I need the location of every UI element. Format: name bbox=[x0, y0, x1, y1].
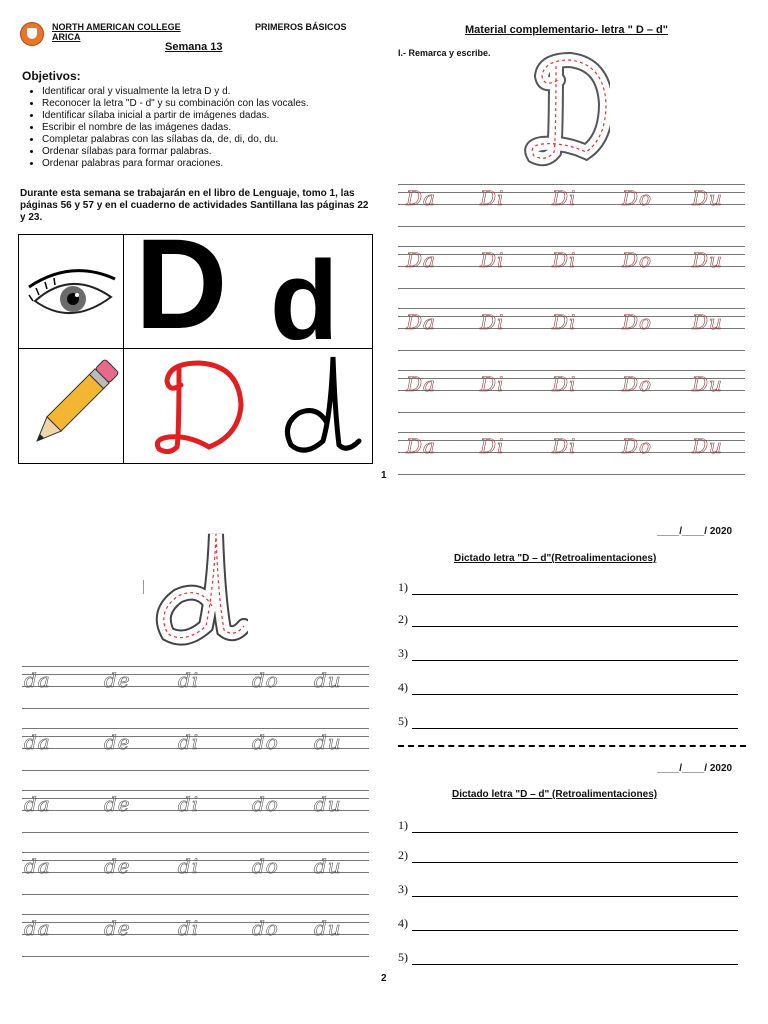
traced-syllable: de bbox=[104, 792, 131, 816]
practice-row[interactable] bbox=[22, 852, 369, 896]
traced-syllable: Di bbox=[480, 186, 505, 210]
dictation-line[interactable]: 3) bbox=[398, 646, 738, 661]
practice-row[interactable] bbox=[398, 184, 745, 228]
traced-syllable: Du bbox=[692, 248, 723, 272]
traced-syllable: Di bbox=[480, 248, 505, 272]
traced-syllable: de bbox=[104, 668, 131, 692]
traced-syllable: Du bbox=[692, 310, 723, 334]
traced-syllable: Di bbox=[552, 186, 577, 210]
eye-icon bbox=[25, 257, 117, 327]
traced-syllable: do bbox=[252, 668, 279, 692]
practice-row[interactable] bbox=[398, 246, 745, 290]
traced-D-guide bbox=[520, 48, 610, 172]
objective-item: • Ordenar palabras para formar oraciones. bbox=[42, 158, 387, 170]
practice-row[interactable] bbox=[22, 790, 369, 834]
page-number: 2 bbox=[381, 973, 387, 984]
objective-item: • Reconocer la letra "D - d" y su combinación con las vocales. bbox=[42, 98, 387, 110]
practice-row[interactable] bbox=[22, 728, 369, 772]
school-name-line2: ARICA bbox=[52, 32, 81, 42]
traced-syllable: do bbox=[252, 854, 279, 878]
traced-syllable: Di bbox=[480, 372, 505, 396]
traced-syllable: Do bbox=[622, 434, 653, 458]
traced-syllable: de bbox=[104, 730, 131, 754]
traced-syllable: da bbox=[24, 668, 51, 692]
practice-row[interactable] bbox=[398, 308, 745, 352]
traced-syllable: Du bbox=[692, 434, 723, 458]
print-D-upper: D bbox=[135, 213, 228, 356]
school-name bbox=[52, 22, 181, 42]
traced-syllable: Da bbox=[406, 434, 436, 458]
school-logo bbox=[20, 22, 44, 46]
objective-item: • Completar palabras con las sílabas da, de, di, do, du. bbox=[42, 134, 387, 146]
school-name-line1: NORTH AMERICAN COLLEGE bbox=[52, 22, 181, 32]
traced-syllable: di bbox=[178, 854, 200, 878]
grade-label: PRIMEROS BÁSICOS bbox=[255, 22, 347, 32]
traced-syllable: di bbox=[178, 668, 200, 692]
practice-row[interactable] bbox=[398, 432, 745, 476]
traced-syllable: da bbox=[24, 730, 51, 754]
material-title: Material complementario- letra " D – d" bbox=[465, 24, 668, 36]
traced-syllable: da bbox=[24, 854, 51, 878]
traced-syllable: de bbox=[104, 854, 131, 878]
traced-d-guide bbox=[140, 526, 248, 652]
objective-item: • Identificar oral y visualmente la letra D y d. bbox=[42, 86, 387, 98]
dictation-title: Dictado letra "D – d"(Retroalimentaciones) bbox=[454, 553, 657, 564]
page-number: 1 bbox=[381, 470, 387, 481]
dictation-title: Dictado letra "D – d" (Retroalimentaciones) bbox=[452, 789, 658, 800]
traced-syllable: Do bbox=[622, 248, 653, 272]
objectives-title: Objetivos: bbox=[22, 69, 81, 83]
objective-item: • Escribir el nombre de las imágenes dadas. bbox=[42, 122, 387, 134]
traced-syllable: Da bbox=[406, 248, 436, 272]
dictation-line[interactable]: 2) bbox=[398, 848, 738, 863]
traced-syllable: Do bbox=[622, 310, 653, 334]
traced-syllable: Di bbox=[552, 434, 577, 458]
traced-syllable: da bbox=[24, 792, 51, 816]
traced-syllable: du bbox=[314, 854, 342, 878]
objectives-list bbox=[22, 86, 387, 170]
traced-syllable: Di bbox=[480, 310, 505, 334]
week-title: Semana 13 bbox=[165, 41, 223, 53]
traced-syllable: Di bbox=[552, 372, 577, 396]
traced-syllable: Di bbox=[480, 434, 505, 458]
traced-syllable: du bbox=[314, 668, 342, 692]
traced-syllable: du bbox=[314, 792, 342, 816]
traced-syllable: da bbox=[24, 916, 51, 940]
date-field[interactable]: ____/____/ 2020 bbox=[657, 763, 733, 774]
objective-item: • Identificar sílaba inicial a partir de imágenes dadas. bbox=[42, 110, 387, 122]
dictation-line[interactable]: 1) bbox=[398, 580, 738, 595]
dictation-line[interactable]: 3) bbox=[398, 882, 738, 897]
traced-syllable: Du bbox=[692, 372, 723, 396]
intro-text: Durante esta semana se trabajarán en el libro de Lenguaje, tomo 1, las páginas 56 y 57 y en el cuaderno de actividades Santillana las páginas 22 y 23. bbox=[20, 188, 369, 223]
traced-syllable: Di bbox=[552, 310, 577, 334]
traced-syllable: do bbox=[252, 730, 279, 754]
traced-syllable: do bbox=[252, 916, 279, 940]
traced-syllable: Do bbox=[622, 372, 653, 396]
practice-row[interactable] bbox=[22, 914, 369, 958]
traced-syllable: Du bbox=[692, 186, 723, 210]
date-field[interactable]: ____/____/ 2020 bbox=[657, 526, 733, 537]
traced-syllable: du bbox=[314, 730, 342, 754]
objective-item: • Ordenar sílabas para formar palabras. bbox=[42, 146, 387, 158]
traced-syllable: Da bbox=[406, 310, 436, 334]
cut-line-divider bbox=[398, 745, 746, 747]
dictation-line[interactable]: 1) bbox=[398, 818, 738, 833]
dictation-line[interactable]: 5) bbox=[398, 714, 738, 729]
traced-syllable: Da bbox=[406, 186, 436, 210]
practice-row[interactable] bbox=[398, 370, 745, 414]
traced-syllable: di bbox=[178, 916, 200, 940]
traced-syllable: do bbox=[252, 792, 279, 816]
cursive-D-red bbox=[149, 355, 249, 459]
practice-row[interactable] bbox=[22, 666, 369, 710]
cursive-d-black bbox=[269, 353, 365, 461]
dictation-line[interactable]: 4) bbox=[398, 680, 738, 695]
traced-syllable: Di bbox=[552, 248, 577, 272]
dictation-line[interactable]: 5) bbox=[398, 950, 738, 965]
traced-syllable: Da bbox=[406, 372, 436, 396]
instruction-text: I.- Remarca y escribe. bbox=[398, 48, 491, 58]
traced-syllable: di bbox=[178, 792, 200, 816]
traced-syllable: di bbox=[178, 730, 200, 754]
traced-syllable: Do bbox=[622, 186, 653, 210]
traced-syllable: de bbox=[104, 916, 131, 940]
pencil-icon bbox=[23, 353, 119, 461]
dictation-line[interactable]: 4) bbox=[398, 916, 738, 931]
dictation-line[interactable]: 2) bbox=[398, 612, 738, 627]
traced-syllable: du bbox=[314, 916, 342, 940]
print-d-lower: d bbox=[270, 238, 339, 363]
